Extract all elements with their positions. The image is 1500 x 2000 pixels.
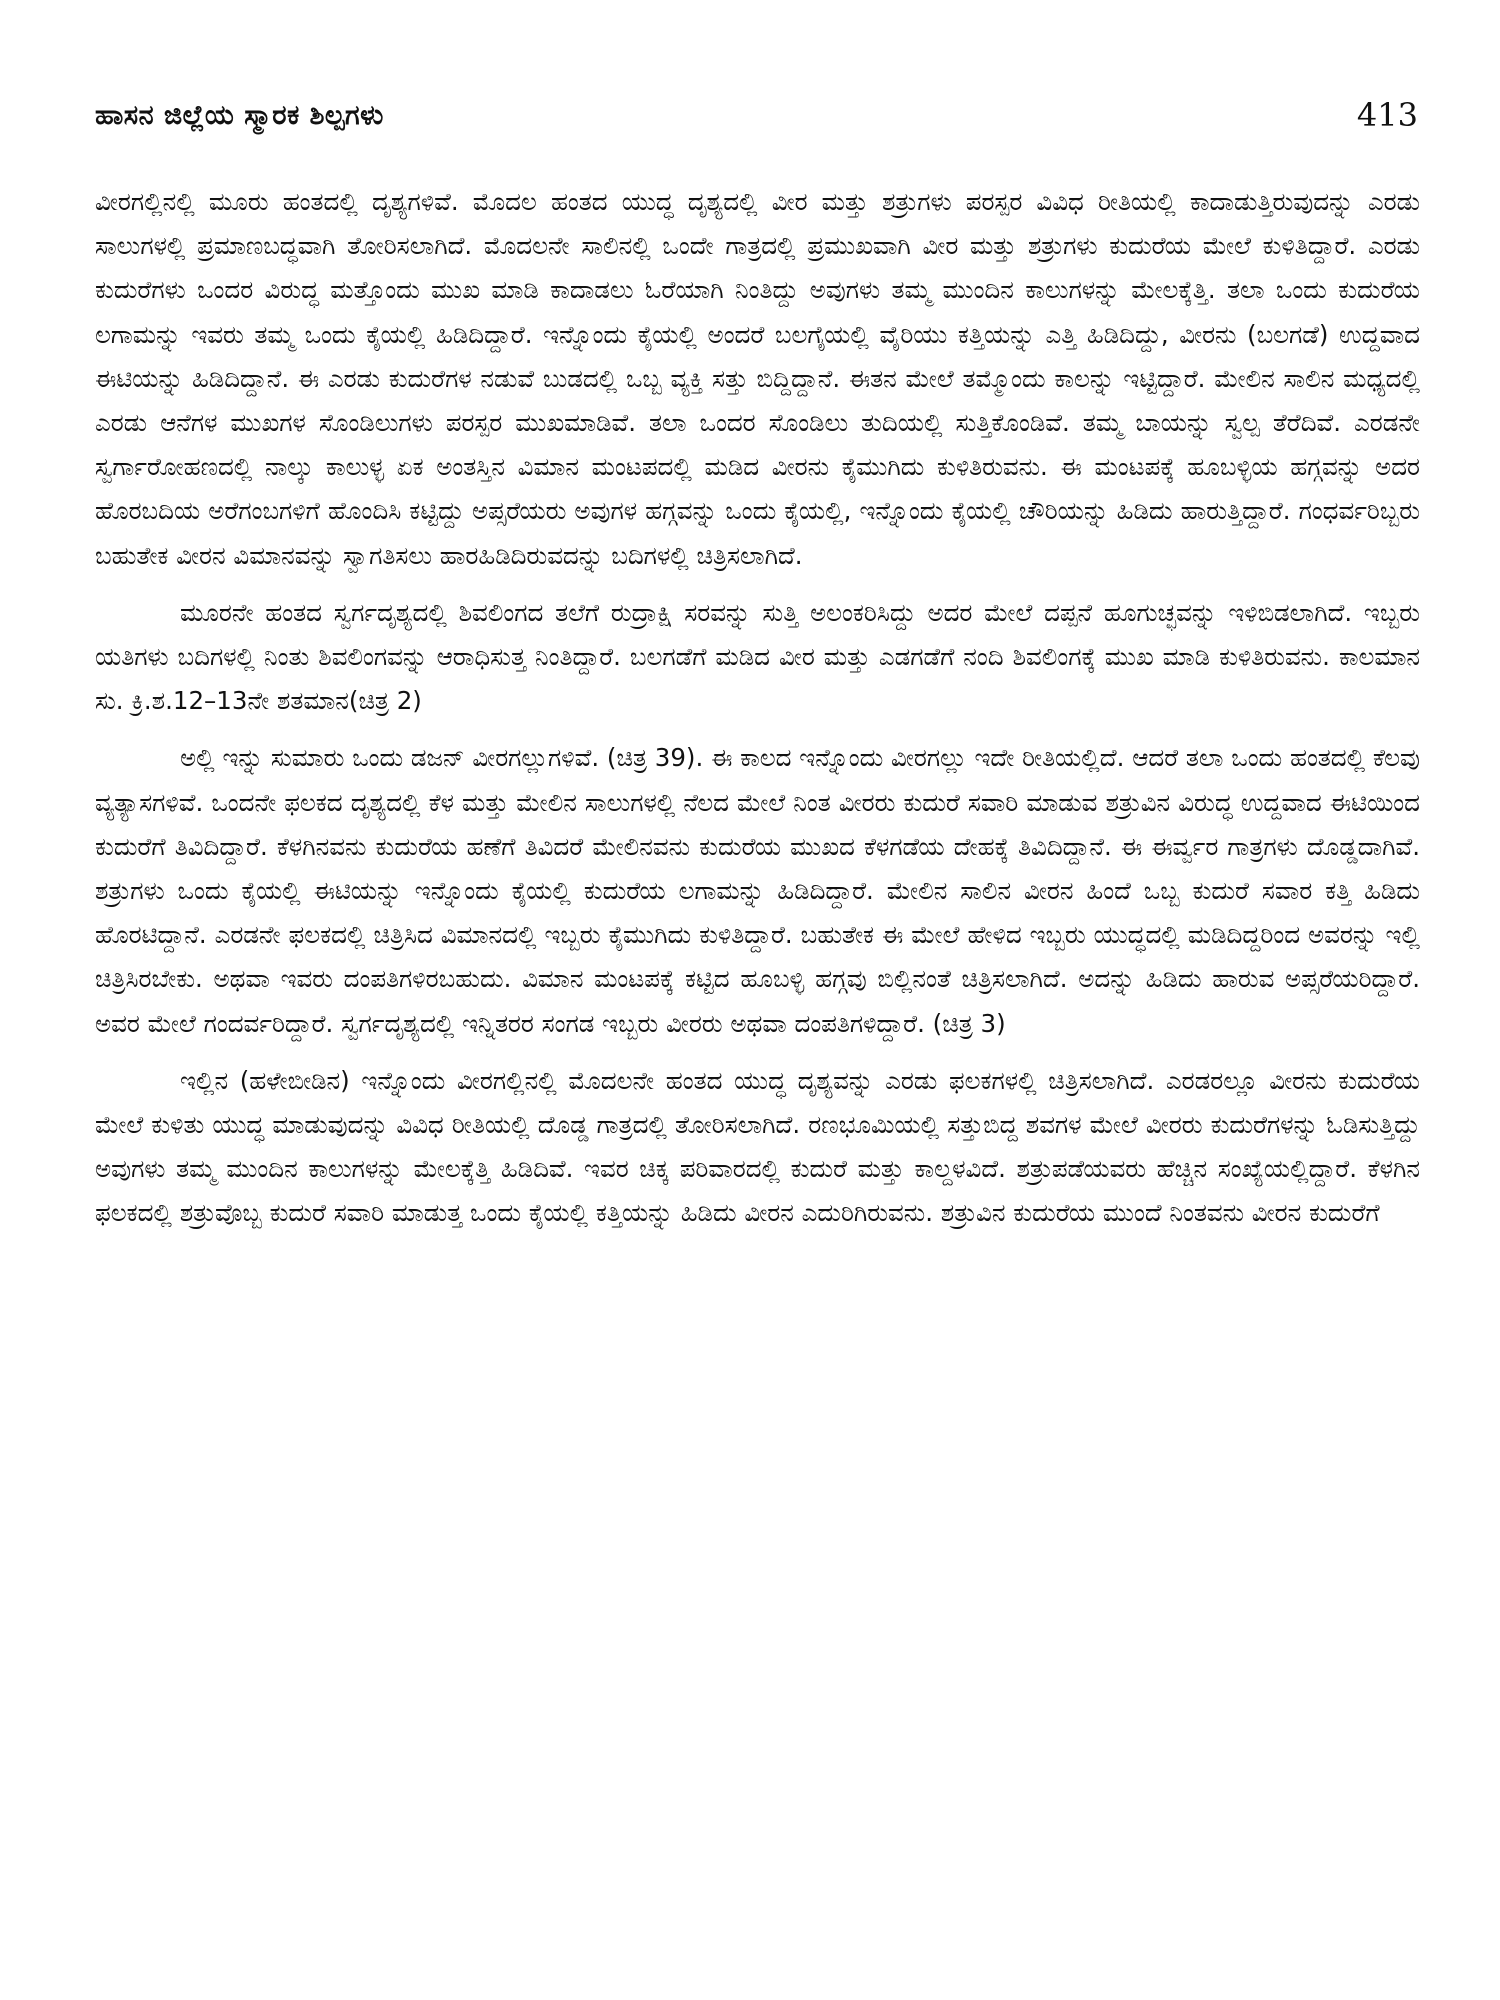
paragraph-1: ವೀರಗಲ್ಲಿನಲ್ಲಿ ಮೂರು ಹಂತದಲ್ಲಿ ದೃಶ್ಯಗಳಿವೆ. ಮೊದಲ ಹಂತದ ಯುದ್ಧ ದೃಶ್ಯದಲ್ಲಿ ವೀರ ಮತ್ತು ಶತ್ರುಗಳು ಪರಸ್ಪರ ವಿವಿಧ ರೀತಿಯಲ್ಲಿ ಕಾದಾಡುತ್ತಿರುವುದನ್ನು ಎರಡು ಸಾಲುಗಳಲ್ಲಿ ಪ್ರಮಾಣಬದ್ಧವಾಗಿ ತೋರಿಸಲಾಗಿದೆ. ಮೊದಲನೇ ಸಾಲಿನಲ್ಲಿ ಒಂದೇ ಗಾತ್ರದಲ್ಲಿ ಪ್ರಮುಖವಾಗಿ ವೀರ ಮತ್ತು ಶತ್ರುಗಳು ಕುದುರೆಯ ಮೇಲೆ ಕುಳಿತಿದ್ದಾರೆ. ಎರಡು ಕುದುರೆಗಳು ಒಂದರ ವಿರುದ್ಧ ಮತ್ತೊಂದು ಮುಖ ಮಾಡಿ ಕಾದಾಡಲು ಓರೆಯಾಗಿ ನಿಂತಿದ್ದು ಅವುಗಳು ತಮ್ಮ ಮುಂದಿನ ಕಾಲುಗಳನ್ನು ಮೇಲಕ್ಕೆತ್ತಿ. ತಲಾ ಒಂದು ಕುದುರೆಯ ಲಗಾಮನ್ನು ಇವರು ತಮ್ಮ ಒಂದು ಕೈಯಲ್ಲಿ ಹಿಡಿದಿದ್ದಾರೆ. ಇನ್ನೊಂದು ಕೈಯಲ್ಲಿ ಅಂದರೆ ಬಲಗೈಯಲ್ಲಿ ವೈರಿಯು ಕತ್ತಿಯನ್ನು ಎತ್ತಿ ಹಿಡಿದಿದ್ದು, ವೀರನು (ಬಲಗಡೆ) ಉದ್ದವಾದ ಈಟಿಯನ್ನು ಹಿಡಿದಿದ್ದಾನೆ. ಈ ಎರಡು ಕುದುರೆಗಳ ನಡುವೆ ಬುಡದಲ್ಲಿ ಒಬ್ಬ ವ್ಯಕ್ತಿ ಸತ್ತು ಬಿದ್ದಿದ್ದಾನೆ. ಈತನ ಮೇಲೆ ತಮ್ಮೊಂದು ಕಾಲನ್ನು ಇಟ್ಟಿದ್ದಾರೆ. ಮೇಲಿನ ಸಾಲಿನ ಮಧ್ಯದಲ್ಲಿ ಎರಡು ಆನೆಗಳ ಮುಖಗಳ ಸೊಂಡಿಲುಗಳು ಪರಸ್ಪರ ಮುಖಮಾಡಿವೆ. ತಲಾ ಒಂದರ ಸೊಂಡಿಲು ತುದಿಯಲ್ಲಿ ಸುತ್ತಿಕೊಂಡಿವೆ. ತಮ್ಮ ಬಾಯನ್ನು ಸ್ವಲ್ಪ ತೆರೆದಿವೆ. ಎರಡನೇ ಸ್ವರ್ಗಾರೋಹಣದಲ್ಲಿ ನಾಲ್ಕು ಕಾಲುಳ್ಳ ಏಕ ಅಂತಸ್ತಿನ ವಿಮಾನ ಮಂಟಪದಲ್ಲಿ ಮಡಿದ ವೀರನು ಕೈಮುಗಿದು ಕುಳಿತಿರುವನು. ಈ ಮಂಟಪಕ್ಕೆ ಹೂಬಳ್ಳಿಯ ಹಗ್ಗವನ್ನು ಅದರ ಹೊರಬದಿಯ ಅರೆಗಂಬಗಳಿಗೆ ಹೊಂದಿಸಿ ಕಟ್ಟಿದ್ದು ಅಪ್ಸರೆಯರು ಅವುಗಳ ಹಗ್ಗವನ್ನು ಒಂದು ಕೈಯಲ್ಲಿ, ಇನ್ನೊಂದು ಕೈಯಲ್ಲಿ ಚೌರಿಯನ್ನು ಹಿಡಿದು ಹಾರುತ್ತಿದ್ದಾರೆ. ಗಂಧರ್ವರಿಬ್ಬರು ಬಹುತೇಕ ವೀರನ ವಿಮಾನವನ್ನು ಸ್ವಾಗತಿಸಲು ಹಾರಹಿಡಿದಿರುವದನ್ನು ಬದಿಗಳಲ್ಲಿ ಚಿತ್ರಿಸಲಾಗಿದೆ. <box>95 187 1420 570</box>
running-head: ಹಾಸನ ಜಿಲ್ಲೆಯ ಸ್ಮಾರಕ ಶಿಲ್ಪಗಳು <box>95 100 384 131</box>
paragraph-3: ಅಲ್ಲಿ ಇನ್ನು ಸುಮಾರು ಒಂದು ಡಜನ್ ವೀರಗಲ್ಲುಗಳಿವೆ. (ಚಿತ್ರ 39). ಈ ಕಾಲದ ಇನ್ನೊಂದು ವೀರಗಲ್ಲು ಇದೇ ರೀತಿಯಲ್ಲಿದೆ. ಆದರೆ ತಲಾ ಒಂದು ಹಂತದಲ್ಲಿ ಕೆಲವು ವ್ಯತ್ಯಾಸಗಳಿವೆ. ಒಂದನೇ ಫಲಕದ ದೃಶ್ಯದಲ್ಲಿ ಕೆಳ ಮತ್ತು ಮೇಲಿನ ಸಾಲುಗಳಲ್ಲಿ ನೆಲದ ಮೇಲೆ ನಿಂತ ವೀರರು ಕುದುರೆ ಸವಾರಿ ಮಾಡುವ ಶತ್ರುವಿನ ವಿರುದ್ಧ ಉದ್ದವಾದ ಈಟಿಯಿಂದ ಕುದುರೆಗೆ ತಿವಿದಿದ್ದಾರೆ. ಕೆಳಗಿನವನು ಕುದುರೆಯ ಹಣೆಗೆ ತಿವಿದರೆ ಮೇಲಿನವನು ಕುದುರೆಯ ಮುಖದ ಕೆಳಗಡೆಯ ದೇಹಕ್ಕೆ ತಿವಿದಿದ್ದಾನೆ. ಈ ಈರ್ವ್ವರ ಗಾತ್ರಗಳು ದೊಡ್ಡದಾಗಿವೆ. ಶತ್ರುಗಳು ಒಂದು ಕೈಯಲ್ಲಿ ಈಟಿಯನ್ನು ಇನ್ನೊಂದು ಕೈಯಲ್ಲಿ ಕುದುರೆಯ ಲಗಾಮನ್ನು ಹಿಡಿದಿದ್ದಾರೆ. ಮೇಲಿನ ಸಾಲಿನ ವೀರನ ಹಿಂದೆ ಒಬ್ಬ ಕುದುರೆ ಸವಾರ ಕತ್ತಿ ಹಿಡಿದು ಹೊರಟಿದ್ದಾನೆ. ಎರಡನೇ ಫಲಕದಲ್ಲಿ ಚಿತ್ರಿಸಿದ ವಿಮಾನದಲ್ಲಿ ಇಬ್ಬರು ಕೈಮುಗಿದು ಕುಳಿತಿದ್ದಾರೆ. ಬಹುತೇಕ ಈ ಮೇಲೆ ಹೇಳಿದ ಇಬ್ಬರು ಯುದ್ಧದಲ್ಲಿ ಮಡಿದಿದ್ದರಿಂದ ಅವರನ್ನು ಇಲ್ಲಿ ಚಿತ್ರಿಸಿರಬೇಕು. ಅಥವಾ ಇವರು ದಂಪತಿಗಳಿರಬಹುದು. ವಿಮಾನ ಮಂಟಪಕ್ಕೆ ಕಟ್ಟಿದ ಹೂಬಳ್ಳಿ ಹಗ್ಗವು ಬಿಲ್ಲಿನಂತೆ ಚಿತ್ರಿಸಲಾಗಿದೆ. ಅದನ್ನು ಹಿಡಿದು ಹಾರುವ ಅಪ್ಸರೆಯರಿದ್ದಾರೆ. ಅವರ ಮೇಲೆ ಗಂದರ್ವರಿದ್ದಾರೆ. ಸ್ವರ್ಗದೃಶ್ಯದಲ್ಲಿ ಇನ್ನಿತರರ ಸಂಗಡ ಇಬ್ಬರು ವೀರರು ಅಥವಾ ದಂಪತಿಗಳಿದ್ದಾರೆ. (ಚಿತ್ರ 3) <box>95 743 1420 1038</box>
paragraph-4: ಇಲ್ಲಿನ (ಹಳೇಬೀಡಿನ) ಇನ್ನೊಂದು ವೀರಗಲ್ಲಿನಲ್ಲಿ ಮೊದಲನೇ ಹಂತದ ಯುದ್ಧ ದೃಶ್ಯವನ್ನು ಎರಡು ಫಲಕಗಳಲ್ಲಿ ಚಿತ್ರಿಸಲಾಗಿದೆ. ಎರಡರಲ್ಲೂ ವೀರನು ಕುದುರೆಯ ಮೇಲೆ ಕುಳಿತು ಯುದ್ಧ ಮಾಡುವುದನ್ನು ವಿವಿಧ ರೀತಿಯಲ್ಲಿ ದೊಡ್ಡ ಗಾತ್ರದಲ್ಲಿ ತೋರಿಸಲಾಗಿದೆ. ರಣಭೂಮಿಯಲ್ಲಿ ಸತ್ತುಬಿದ್ದ ಶವಗಳ ಮೇಲೆ ವೀರರು ಕುದುರೆಗಳನ್ನು ಓಡಿಸುತ್ತಿದ್ದು ಅವುಗಳು ತಮ್ಮ ಮುಂದಿನ ಕಾಲುಗಳನ್ನು ಮೇಲಕ್ಕೆತ್ತಿ ಹಿಡಿದಿವೆ. ಇವರ ಚಿಕ್ಕ ಪರಿವಾರದಲ್ಲಿ ಕುದುರೆ ಮತ್ತು ಕಾಲ್ದಳವಿದೆ. ಶತ್ರುಪಡೆಯವರು ಹೆಚ್ಚಿನ ಸಂಖ್ಯೆಯಲ್ಲಿದ್ದಾರೆ. ಕೆಳಗಿನ ಫಲಕದಲ್ಲಿ ಶತ್ರುವೊಬ್ಬ ಕುದುರೆ ಸವಾರಿ ಮಾಡುತ್ತ ಒಂದು ಕೈಯಲ್ಲಿ ಕತ್ತಿಯನ್ನು ಹಿಡಿದು ವೀರನ ಎದುರಿಗಿರುವನು. ಶತ್ರುವಿನ ಕುದುರೆಯ ಮುಂದೆ ನಿಂತವನು ವೀರನ ಕುದುರೆಗೆ <box>95 1065 1420 1228</box>
paragraph-2: ಮೂರನೇ ಹಂತದ ಸ್ವರ್ಗದೃಶ್ಯದಲ್ಲಿ ಶಿವಲಿಂಗದ ತಲೆಗೆ ರುದ್ರಾಕ್ಷಿ ಸರವನ್ನು ಸುತ್ತಿ ಅಲಂಕರಿಸಿದ್ದು ಅದರ ಮೇಲೆ ದಪ್ಪನೆ ಹೂಗುಚ್ಛವನ್ನು ಇಳಿಬಿಡಲಾಗಿದೆ. ಇಬ್ಬರು ಯತಿಗಳು ಬದಿಗಳಲ್ಲಿ ನಿಂತು ಶಿವಲಿಂಗವನ್ನು ಆರಾಧಿಸುತ್ತ ನಿಂತಿದ್ದಾರೆ. ಬಲಗಡೆಗೆ ಮಡಿದ ವೀರ ಮತ್ತು ಎಡಗಡೆಗೆ ನಂದಿ ಶಿವಲಿಂಗಕ್ಕೆ ಮುಖ ಮಾಡಿ ಕುಳಿತಿರುವನು. ಕಾಲಮಾನ ಸು. ಕ್ರಿ.ಶ.12–13ನೇ ಶತಮಾನ(ಚಿತ್ರ 2) <box>95 597 1420 716</box>
body-text <box>95 180 1420 1249</box>
page-number: 413 <box>1356 96 1418 134</box>
